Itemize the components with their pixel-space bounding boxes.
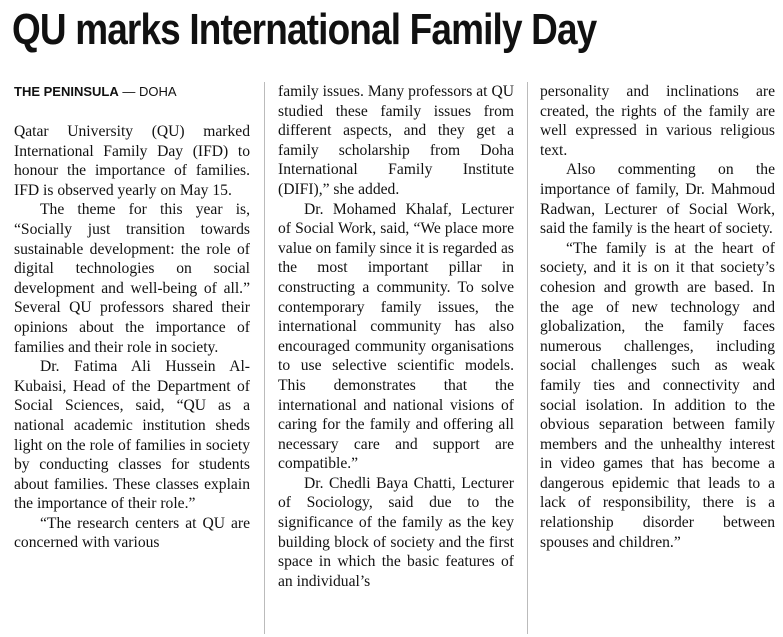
paragraph: “The research centers at QU are concerned with various [14,514,250,552]
headline: QU marks International Family Day [12,5,597,54]
article-column-3 [540,82,775,552]
byline-source: THE PENINSULA [14,84,119,99]
article-column-1 [14,122,250,553]
paragraph: “The family is at the heart of society, and it is on it that society’s cohesion and growth are based. In the age of new technology and globalization, the family faces numerous challenges, including social challenges such as weak family ties and connectivity and social isolation. In addition to the obvious separation between family members and the unhealthy interest in video games that has become a dangerous epidemic that leads to a lack of responsibility, there is a relationship disorder between spouses and children.” [540,239,775,551]
column-divider [527,82,528,634]
paragraph: personality and inclinations are created, the rights of the family are well expressed in various religious text. [540,83,775,159]
paragraph: Qatar University (QU) marked International Family Day (IFD) to honour the importance of families. IFD is observed yearly on May 15. [14,123,250,199]
paragraph: family issues. Many professors at QU studied these family issues from different aspects, and they get a family scholarship from Doha International Family Institute (DIFI),” she added. [278,83,514,198]
paragraph: Dr. Mohamed Khalaf, Lecturer of Social Work, said, “We place more value on family since it is regarded as the most important pillar in constructing a community. To solve contemporary family issues, the international community has also encouraged community organisations to use selective scientific models. This demonstrates that the international and national visions of caring for the family and offering all necessary care and support are compatible.” [278,200,514,473]
paragraph: The theme for this year is, “Socially just transition towards sustainable development: the role of digital technologies on social development and well-being of all.” Several QU professors shared their opinions about the importance of families and their role in society. [14,201,250,356]
byline-location: DOHA [138,84,177,99]
article-column-2 [278,82,514,591]
byline [14,84,177,100]
byline-dash: — [122,84,136,99]
paragraph: Dr. Fatima Ali Hussein Al-Kubaisi, Head of the Department of Social Sciences, said, “QU as a national academic institution sheds light on the role of families in society by conducting classes for students about families. These classes explain the importance of their role.” [14,358,250,513]
paragraph: Dr. Chedli Baya Chatti, Lecturer of Sociology, said due to the significance of the family as the key building block of society and the first space in which the basic features of an individual’s [278,474,514,590]
paragraph: Also commenting on the importance of family, Dr. Mahmoud Radwan, Lecturer of Social Work, said the family is the heart of society. [540,161,775,238]
column-divider [264,82,265,634]
